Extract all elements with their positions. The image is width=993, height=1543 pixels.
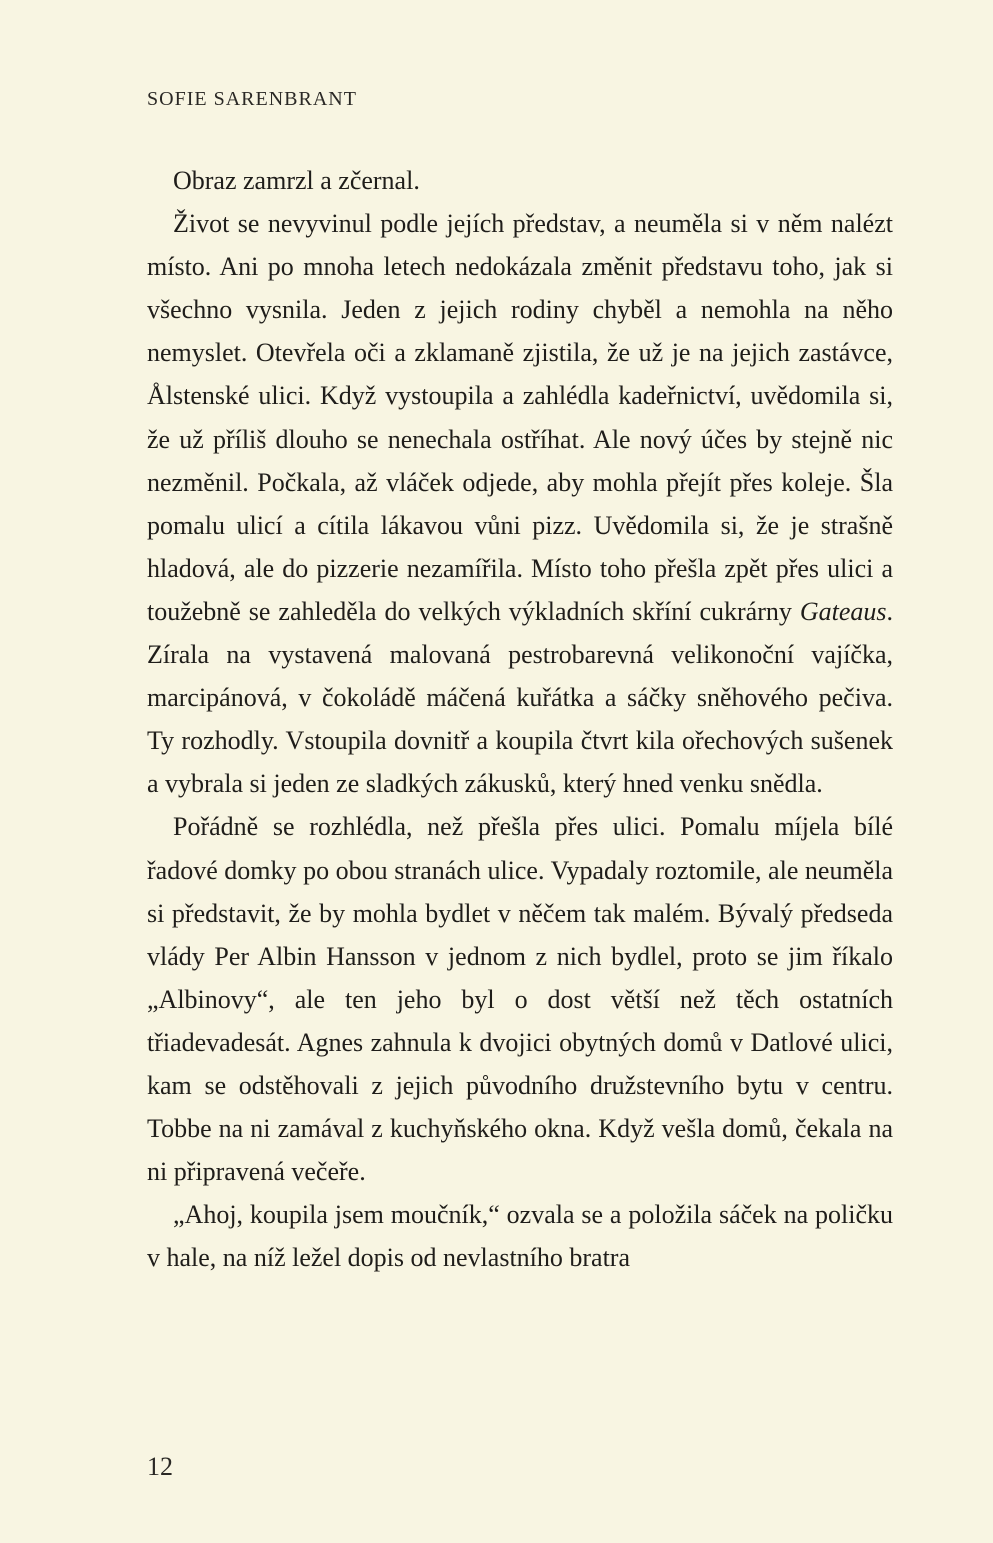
paragraph-1: Obraz zamrzl a zčernal. xyxy=(173,166,420,195)
page-number: 12 xyxy=(147,1452,173,1481)
running-header: SOFIE SARENBRANT xyxy=(147,88,357,110)
paragraph-2-text-end: . Zírala na vystavená malovaná pestrobarevná velikonoční vajíčka, marcipánová, v čokoládě máčená kuřátka a sáčky sněhového pečiva. Ty rozhodly. Vstoupila dovnitř a koupila čtvrt kila ořechových sušenek a vybrala si jeden ze sladkých zákusků, který hned venku snědla. xyxy=(147,596,893,799)
paragraph-2 xyxy=(147,202,893,805)
body-text xyxy=(147,159,893,1279)
paragraph-3: Pořádně se rozhlédla, než přešla přes ulici. Pomalu míjela bílé řadové domky po obou stranách ulice. Vypadaly roztomile, ale neuměla si představit, že by mohla bydlet v něčem tak malém. Bývalý předseda vlády Per Albin Hansson v jednom z nich bydlel, proto se jim říkalo „Albinovy“, ale ten jeho byl o dost větší než těch ostatních třiadevadesát. Agnes zahnula k dvojici obytných domů v Datlové ulici, kam se odstěhovali z jejich původního družstevního bytu v centru. Tobbe na ni zamával z kuchyňského okna. Když vešla domů, čekala na ni připravená večeře. xyxy=(147,812,893,1187)
paragraph-4: „Ahoj, koupila jsem moučník,“ ozvala se a položila sáček na poličku v hale, na níž ležel dopis od nevlastního bratra xyxy=(147,1200,893,1273)
paragraph-2-text-start: Život se nevyvinul podle jejích představ, a neuměla si v něm nalézt místo. Ani po mnoha letech nedokázala změnit představu toho, jak si všechno vysnila. Jeden z jejich rodiny chyběl a nemohla na něho nemyslet. Otevřela oči a zklamaně zjistila, že už je na jejich zastávce, Ålstenské ulici. Když vystoupila a zahlédla kadeřnictví, uvědomila si, že už příliš dlouho se nenechala ostříhat. Ale nový účes by stejně nic nezměnil. Počkala, až vláček odjede, aby mohla přejít přes koleje. Šla pomalu ulicí a cítila lákavou vůni pizz. Uvědomila si, že je strašně hladová, ale do pizzerie nezamířila. Místo toho přešla zpět přes ulici a toužebně se zahleděla do velkých výkladních skříní cukrárny xyxy=(147,209,893,626)
shop-name-italic: Gateaus xyxy=(799,596,887,626)
